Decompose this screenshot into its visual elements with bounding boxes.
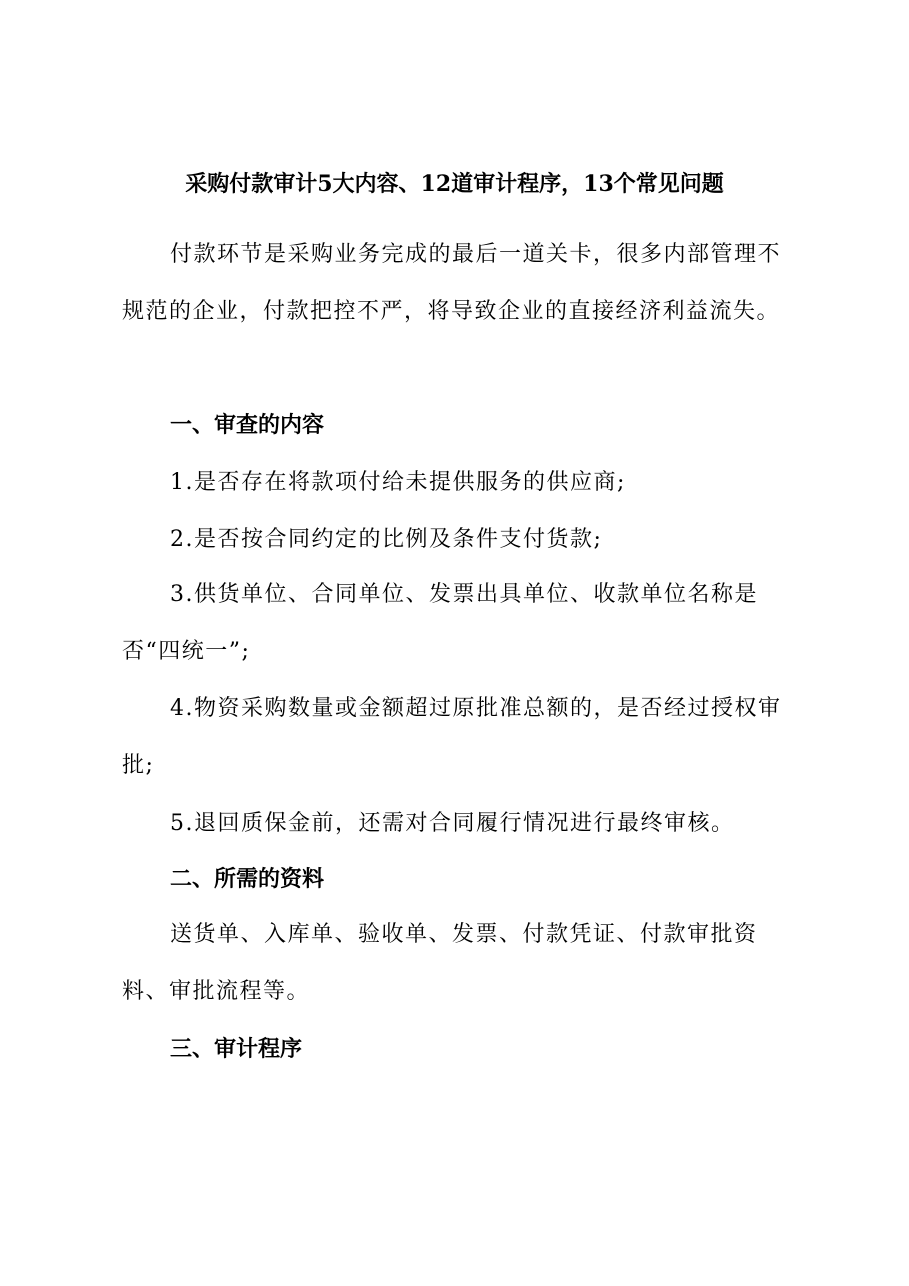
section-heading-audit-procedure: 三、审计程序 [170,1037,303,1062]
list-item: 5.退回质保金前，还需对合同履行情况进行最终审核。 [170,811,735,836]
list-item: 3.供货单位、合同单位、发票出具单位、收款单位名称是否“四统一”; [122,582,758,664]
list-item: 1.是否存在将款项付给未提供服务的供应商; [170,470,626,495]
list-item: 4.物资采购数量或金额超过原批准总额的，是否经过授权审批; [122,696,782,778]
section-heading-review-content: 一、审查的内容 [170,413,325,438]
list-item: 2.是否按合同约定的比例及条件支付货款; [170,527,603,552]
intro-paragraph: 付款环节是采购业务完成的最后一道关卡，很多内部管理不规范的企业，付款把控不严，将导致企业的直接经济利益流失。 [122,242,782,324]
materials-paragraph: 送货单、入库单、验收单、发票、付款凭证、付款审批资料、审批流程等。 [122,922,758,1004]
document-title: 采购付款审计5大内容、12道审计程序，13个常见问题 [185,171,724,197]
section-heading-required-materials: 二、所需的资料 [170,867,325,892]
